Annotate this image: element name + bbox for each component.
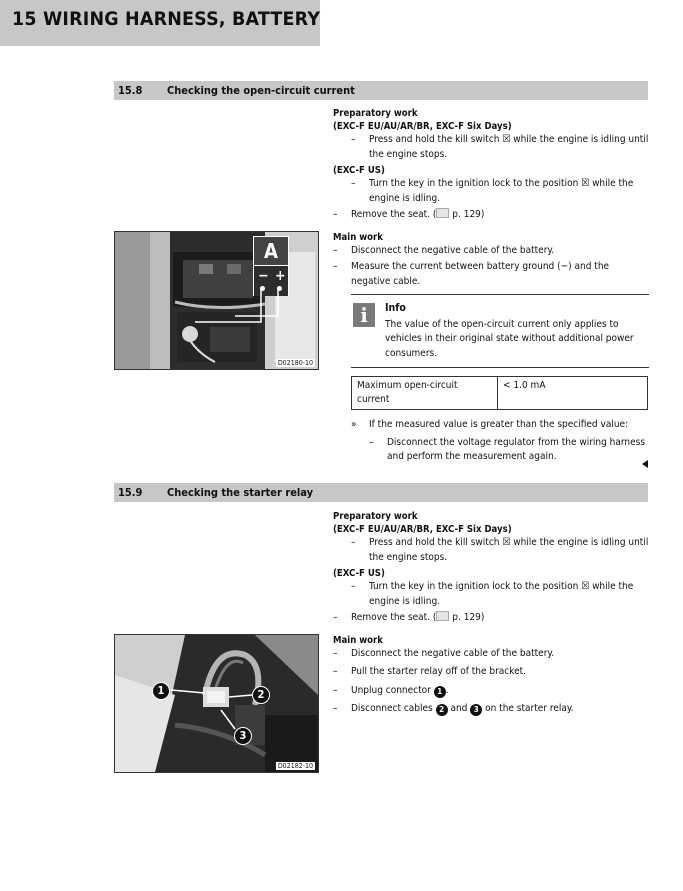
section-15-8-content bbox=[333, 107, 649, 465]
condition-eu: (EXC-F EU/AU/AR/BR, EXC-F Six Days) bbox=[333, 121, 512, 132]
list-item bbox=[333, 260, 649, 289]
section-15-9-content bbox=[333, 510, 649, 717]
info-text: The value of the open-circuit current only applies to vehicles in their original state without additional power consumers. bbox=[385, 318, 634, 359]
dash-bullet: – bbox=[351, 581, 356, 592]
main-label: Main work bbox=[333, 634, 383, 646]
minus-symbol: − bbox=[258, 268, 269, 284]
prep-label: Preparatory work bbox=[333, 511, 418, 522]
dash-bullet: – bbox=[333, 612, 338, 623]
spec-value: < 1.0 mA bbox=[498, 377, 648, 410]
book-icon bbox=[436, 208, 449, 218]
starter-relay-photo bbox=[114, 634, 319, 773]
probe-lines bbox=[115, 232, 318, 369]
page-reference[interactable]: p. 129) bbox=[449, 612, 485, 623]
dash-bullet: – bbox=[333, 244, 338, 256]
spec-label: Maximum open-circuit current bbox=[352, 377, 498, 410]
dash-bullet: – bbox=[333, 261, 338, 272]
spec-table bbox=[351, 376, 648, 410]
list-item bbox=[333, 580, 649, 609]
callout-1: 1 bbox=[152, 682, 170, 700]
dash-bullet: – bbox=[333, 703, 338, 714]
step-text: Pull the starter relay off of the bracket. bbox=[351, 666, 527, 677]
section-end-icon bbox=[642, 460, 648, 468]
period: . bbox=[445, 684, 449, 696]
condition-item bbox=[333, 418, 649, 433]
callout-lines bbox=[115, 635, 318, 772]
step-text: Remove the seat. ( bbox=[351, 612, 437, 623]
section-header-15-9 bbox=[114, 483, 648, 502]
dash-bullet: – bbox=[333, 647, 338, 659]
step-text: Remove the seat. ( bbox=[351, 209, 437, 220]
condition-us: (EXC-F US) bbox=[333, 568, 385, 579]
section-number: 15.9 bbox=[118, 486, 143, 499]
step-text: Disconnect cables bbox=[351, 703, 436, 714]
condition-eu: (EXC-F EU/AU/AR/BR, EXC-F Six Days) bbox=[333, 524, 512, 535]
list-item bbox=[333, 665, 649, 680]
battery-photo bbox=[114, 231, 319, 370]
dash-bullet: – bbox=[351, 134, 356, 145]
dash-bullet: – bbox=[369, 436, 374, 448]
step-text: Disconnect the negative cable of the battery. bbox=[351, 647, 555, 659]
step-text: Turn the key in the ignition lock to the position ☒ while the engine is idling. bbox=[369, 581, 634, 607]
label-a: A bbox=[264, 239, 278, 263]
section-number: 15.8 bbox=[118, 84, 143, 97]
condition-text: If the measured value is greater than the specified value: bbox=[369, 419, 629, 430]
photo-code: D02182-10 bbox=[277, 762, 313, 770]
info-box bbox=[351, 294, 649, 368]
list-item bbox=[333, 208, 649, 223]
section-header-15-8 bbox=[114, 81, 648, 100]
section-title: Checking the open-circuit current bbox=[167, 84, 355, 97]
step-text: on the starter relay. bbox=[482, 703, 574, 714]
list-item bbox=[333, 133, 649, 162]
step-text: and bbox=[447, 703, 471, 714]
main-label: Main work bbox=[333, 231, 383, 243]
section-title: Checking the starter relay bbox=[167, 486, 314, 499]
dash-bullet: – bbox=[351, 537, 356, 548]
step-text: Unplug connector bbox=[351, 684, 434, 696]
callout-2: 2 bbox=[252, 686, 270, 704]
condition-bullet: » bbox=[351, 419, 357, 430]
book-icon bbox=[436, 611, 449, 621]
step-text: Disconnect the negative cable of the battery. bbox=[351, 244, 555, 256]
dash-bullet: – bbox=[333, 666, 338, 677]
info-icon: i bbox=[353, 303, 375, 327]
table-row bbox=[352, 377, 648, 410]
step-text: Disconnect the voltage regulator from the wiring harness and perform the measurement again. bbox=[387, 436, 646, 462]
prep-label: Preparatory work bbox=[333, 108, 418, 119]
dash-bullet: – bbox=[351, 178, 356, 189]
list-item bbox=[333, 647, 649, 662]
cable-number: 2 bbox=[436, 704, 448, 716]
list-item bbox=[333, 177, 649, 206]
cable-number: 3 bbox=[470, 704, 482, 716]
photo-code: D02180-10 bbox=[277, 359, 313, 367]
info-title: Info bbox=[385, 302, 406, 314]
dash-bullet: – bbox=[333, 684, 338, 696]
step-text: Press and hold the kill switch ☒ while the engine is idling until the engine stops. bbox=[369, 134, 649, 160]
connector-number: 1 bbox=[434, 686, 446, 698]
list-item bbox=[333, 244, 649, 259]
list-item bbox=[333, 536, 649, 565]
step-text: Measure the current between battery ground (−) and the negative cable. bbox=[351, 261, 610, 287]
list-item bbox=[333, 684, 649, 699]
step-text: Press and hold the kill switch ☒ while the engine is idling until the engine stops. bbox=[369, 537, 649, 563]
callout-3: 3 bbox=[234, 727, 252, 745]
list-item bbox=[333, 702, 649, 717]
step-text: Turn the key in the ignition lock to the position ☒ while the engine is idling. bbox=[369, 178, 634, 204]
dash-bullet: – bbox=[333, 209, 338, 220]
page-reference[interactable]: p. 129) bbox=[449, 209, 485, 220]
chapter-title: 15 WIRING HARNESS, BATTERY bbox=[12, 8, 321, 30]
plus-symbol: + bbox=[275, 268, 286, 284]
list-item bbox=[333, 436, 649, 465]
chapter-header bbox=[0, 0, 320, 46]
list-item bbox=[333, 611, 649, 626]
condition-us: (EXC-F US) bbox=[333, 165, 385, 176]
